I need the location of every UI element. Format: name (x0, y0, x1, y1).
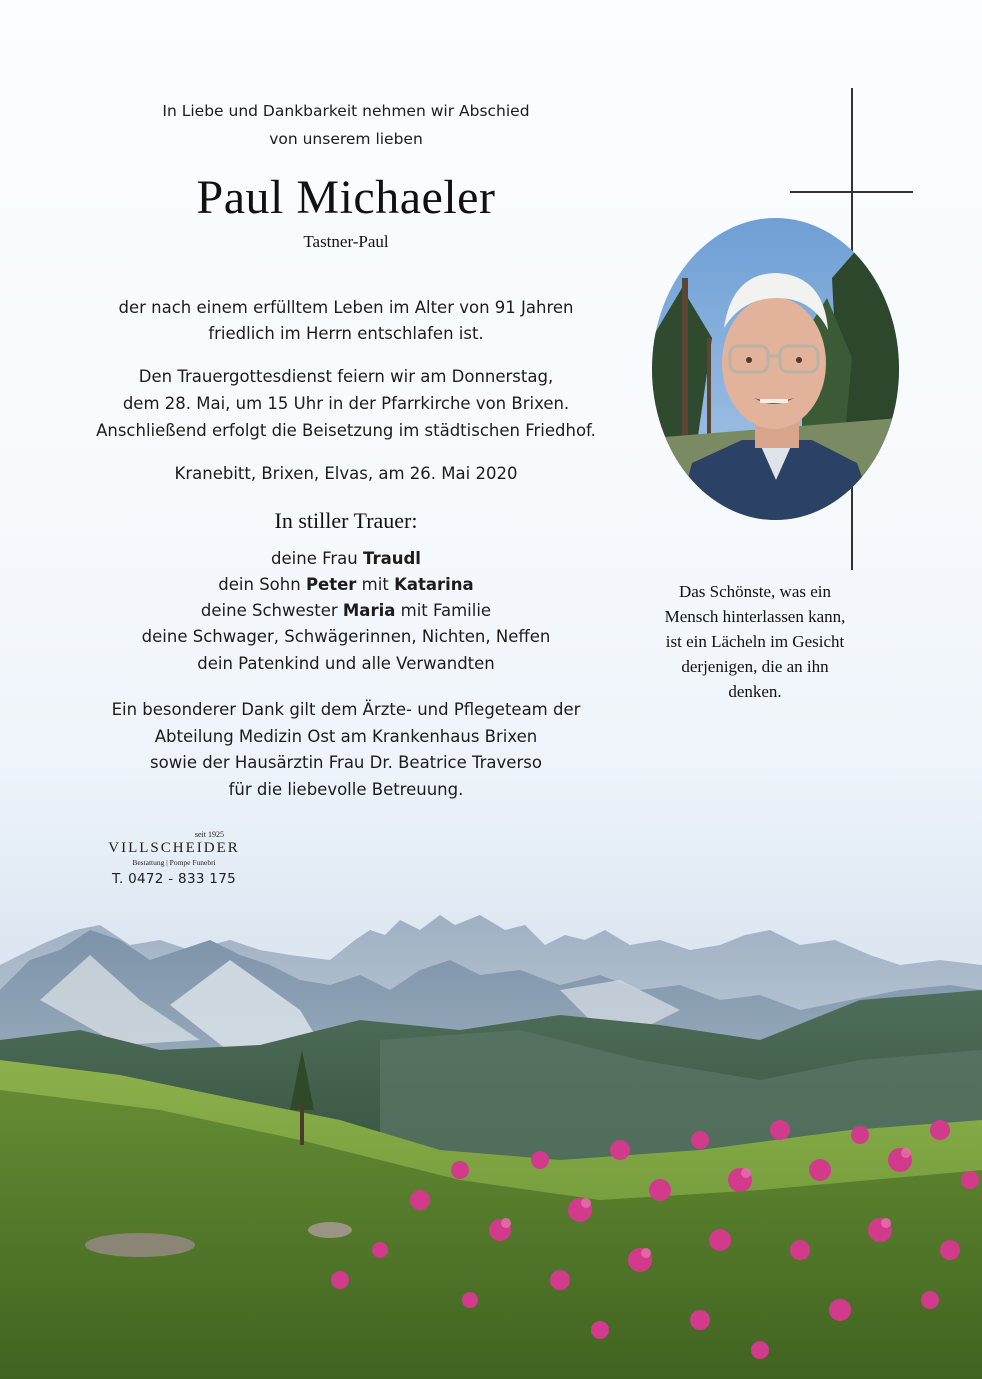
thanks-line: Ein besonderer Dank gilt dem Ärzte- und Pflegeteam der (111, 700, 581, 719)
deceased-nickname: Tastner-Paul (303, 232, 389, 251)
mourning-heading: In stiller Trauer: (274, 508, 418, 533)
intro-line: von unserem lieben (269, 130, 423, 148)
life-line: friedlich im Herrn entschlafen ist. (208, 324, 484, 343)
mourner-name: Katarina (394, 575, 474, 594)
funeral-home-phone: T. 0472 - 833 175 (112, 871, 236, 887)
thanks-line: für die liebevolle Betreuung. (228, 780, 464, 799)
mourner-name: Peter (305, 575, 357, 594)
mourner-name: Maria (342, 601, 396, 620)
mourner-line: dein Patenkind und alle Verwandten (197, 654, 495, 673)
quote-line: Das Schönste, was ein (678, 582, 832, 601)
portrait-photo (652, 218, 899, 520)
mourner-relation: mit (356, 575, 395, 594)
place-date: Kranebitt, Brixen, Elvas, am 26. Mai 2020 (174, 464, 518, 483)
mourner-relation: mit Familie (395, 601, 492, 620)
thanks-line: sowie der Hausärztin Frau Dr. Beatrice Traverso (150, 753, 542, 772)
funeral-home-logo (96, 830, 252, 887)
mourner-line (96, 601, 596, 620)
service-line: dem 28. Mai, um 15 Uhr in der Pfarrkirche von Brixen. (122, 394, 570, 413)
mourner-line: deine Schwager, Schwägerinnen, Nichten, Neffen (141, 627, 551, 646)
quote-line: denken. (728, 682, 782, 701)
mourner-line (96, 549, 596, 568)
portrait-image (652, 218, 899, 520)
funeral-home-subtitle: Bestattung | Pompe Funebri (132, 858, 216, 867)
cross-horizontal-bar (790, 191, 913, 193)
intro-line: In Liebe und Dankbarkeit nehmen wir Abschied (162, 102, 530, 120)
mourner-line (96, 575, 596, 594)
service-line: Den Trauergottesdienst feiern wir am Donnerstag, (138, 367, 554, 386)
mourner-relation: deine Frau (271, 549, 363, 568)
quote-line: ist ein Lächeln im Gesicht (665, 632, 845, 651)
quote-line: Mensch hinterlassen kann, (664, 607, 846, 626)
mourner-name: Traudl (363, 549, 421, 568)
thanks-line: Abteilung Medizin Ost am Krankenhaus Brixen (154, 727, 538, 746)
mourner-relation: dein Sohn (218, 575, 306, 594)
mourner-relation: deine Schwester (200, 601, 343, 620)
quote-line: derjenigen, die an ihn (681, 657, 829, 676)
service-line: Anschließend erfolgt die Beisetzung im städtischen Friedhof. (96, 421, 596, 440)
life-line: der nach einem erfülltem Leben im Alter von 91 Jahren (118, 298, 574, 317)
funeral-home-since: seit 1925 (194, 830, 224, 839)
deceased-name: Paul Michaeler (196, 171, 496, 224)
funeral-home-name: VILLSCHEIDER (108, 840, 240, 856)
